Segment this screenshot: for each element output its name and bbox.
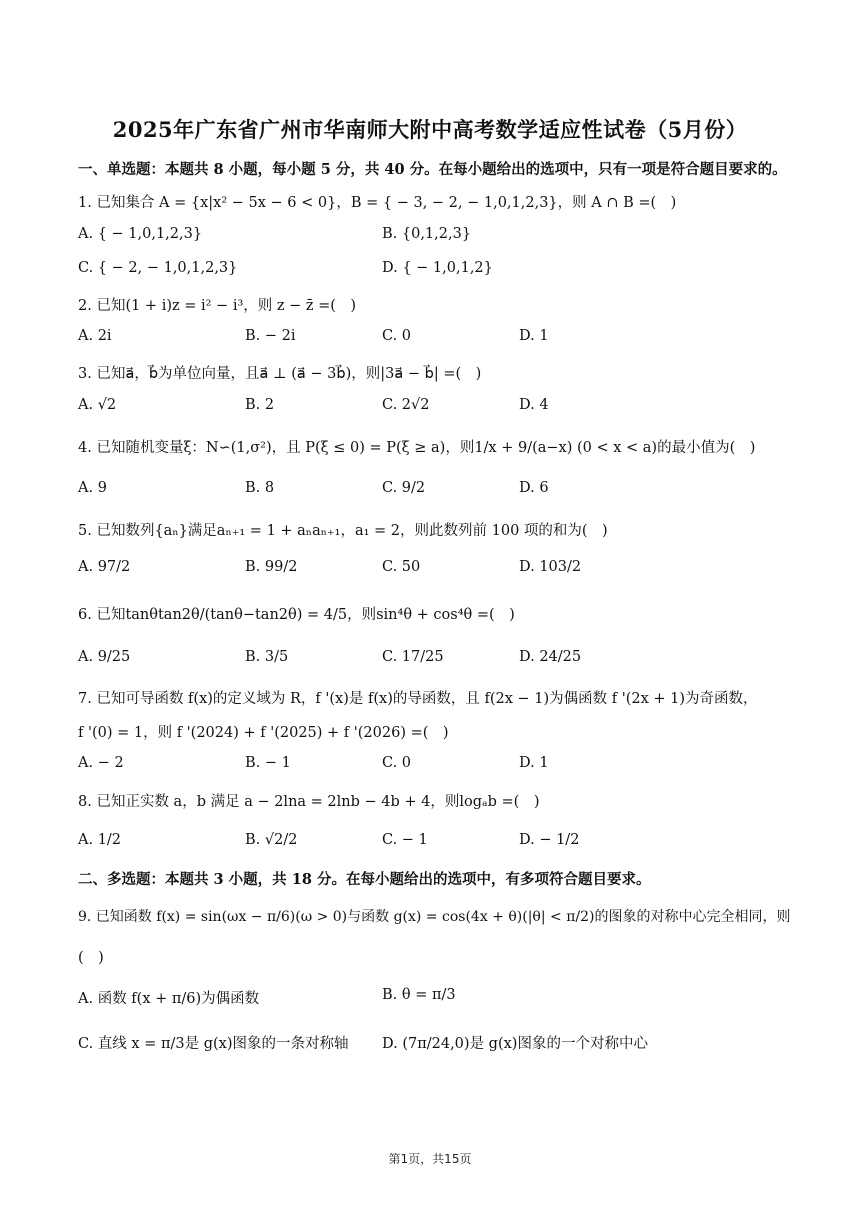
question-1-option-d[interactable]: D. { − 1,0,1,2}	[382, 260, 493, 276]
question-1-stem: 1. 已知集合 A = {x|x² − 5x − 6 < 0}，B = { − 3, − 2, − 1,0,1,2,3}，则 A ∩ B =( )	[78, 195, 677, 211]
question-7-option-a[interactable]: A. − 2	[78, 755, 124, 771]
section-heading-multiple-choice: 二、多选题：本题共 3 小题，共 18 分。在每小题给出的选项中，有多项符合题目要求。	[78, 871, 651, 888]
question-7-option-b[interactable]: B. − 1	[245, 755, 291, 771]
question-3-option-a[interactable]: A. √2	[78, 397, 117, 413]
question-6-option-d[interactable]: D. 24/25	[519, 649, 582, 665]
page-footer: 第1页，共15页	[388, 1152, 472, 1166]
question-8-option-d[interactable]: D. − 1/2	[519, 832, 580, 848]
question-2-option-b[interactable]: B. − 2i	[245, 328, 296, 344]
question-4-option-a[interactable]: A. 9	[78, 480, 107, 496]
question-7-option-d[interactable]: D. 1	[519, 755, 549, 771]
question-1-option-a[interactable]: A. { − 1,0,1,2,3}	[78, 226, 203, 242]
question-9-option-b[interactable]: B. θ = π/3	[382, 987, 456, 1003]
question-6-stem: 6. 已知tanθtan2θ/(tanθ−tan2θ) = 4/5，则sin⁴θ + cos⁴θ =( )	[78, 607, 515, 623]
question-5-stem: 5. 已知数列{aₙ}满足aₙ₊₁ = 1 + aₙaₙ₊₁，a₁ = 2，则此数列前 100 项的和为( )	[78, 523, 608, 539]
question-2-option-d[interactable]: D. 1	[519, 328, 549, 344]
question-4-option-b[interactable]: B. 8	[245, 480, 275, 496]
question-5-option-a[interactable]: A. 97/2	[78, 559, 131, 575]
section-heading-single-choice: 一、单选题：本题共 8 小题，每小题 5 分，共 40 分。在每小题给出的选项中，只有一项是符合题目要求的。	[78, 161, 787, 178]
question-3-option-d[interactable]: D. 4	[519, 397, 549, 413]
question-4-option-d[interactable]: D. 6	[519, 480, 549, 496]
question-4-stem: 4. 已知随机变量ξ：N∽(1,σ²)，且 P(ξ ≤ 0) = P(ξ ≥ a)，则1/x + 9/(a−x) (0 < x < a)的最小值为( )	[78, 440, 756, 456]
question-6-option-b[interactable]: B. 3/5	[245, 649, 289, 665]
question-4-option-c[interactable]: C. 9/2	[382, 480, 426, 496]
question-8-option-b[interactable]: B. √2/2	[245, 832, 298, 848]
question-3-stem: 3. 已知a⃗，b⃗为单位向量，且a⃗ ⊥ (a⃗ − 3b⃗)，则|3a⃗ − b⃗| =( )	[78, 366, 482, 382]
question-2-option-c[interactable]: C. 0	[382, 328, 412, 344]
question-8-stem: 8. 已知正实数 a，b 满足 a − 2lna = 2lnb − 4b + 4，则logₐb =( )	[78, 794, 540, 810]
question-5-option-c[interactable]: C. 50	[382, 559, 421, 575]
page-title: 2025年广东省广州市华南师大附中高考数学适应性试卷（5月份）	[112, 117, 748, 142]
question-9-option-c[interactable]: C. 直线 x = π/3是 g(x)图象的一条对称轴	[78, 1036, 349, 1052]
question-2-stem: 2. 已知(1 + i)z = i² − i³，则 z − z̄ =( )	[78, 298, 357, 314]
question-5-option-d[interactable]: D. 103/2	[519, 559, 582, 575]
question-9-stem: 9. 已知函数 f(x) = sin(ωx − π/6)(ω > 0)与函数 g(x) = cos(4x + θ)(|θ| < π/2)的图象的对称中心完全相同，则	[78, 909, 791, 925]
question-1-option-b[interactable]: B. {0,1,2,3}	[382, 226, 472, 242]
question-3-option-b[interactable]: B. 2	[245, 397, 275, 413]
question-8-option-a[interactable]: A. 1/2	[78, 832, 122, 848]
question-1-option-c[interactable]: C. { − 2, − 1,0,1,2,3}	[78, 260, 238, 276]
question-5-option-b[interactable]: B. 99/2	[245, 559, 298, 575]
question-6-option-a[interactable]: A. 9/25	[78, 649, 131, 665]
question-9-stem-continued: ( )	[78, 950, 104, 966]
question-7-stem-continued: f '(0) = 1，则 f '(2024) + f '(2025) + f '(2026) =( )	[78, 725, 449, 741]
question-7-option-c[interactable]: C. 0	[382, 755, 412, 771]
question-8-option-c[interactable]: C. − 1	[382, 832, 428, 848]
question-7-stem: 7. 已知可导函数 f(x)的定义域为 R，f '(x)是 f(x)的导函数，且 f(2x − 1)为偶函数 f '(2x + 1)为奇函数，	[78, 691, 758, 707]
question-3-option-c[interactable]: C. 2√2	[382, 397, 430, 413]
question-9-option-d[interactable]: D. (7π/24,0)是 g(x)图象的一个对称中心	[382, 1036, 648, 1052]
question-6-option-c[interactable]: C. 17/25	[382, 649, 444, 665]
question-2-option-a[interactable]: A. 2i	[78, 328, 112, 344]
question-9-option-a[interactable]: A. 函数 f(x + π/6)为偶函数	[78, 991, 260, 1007]
